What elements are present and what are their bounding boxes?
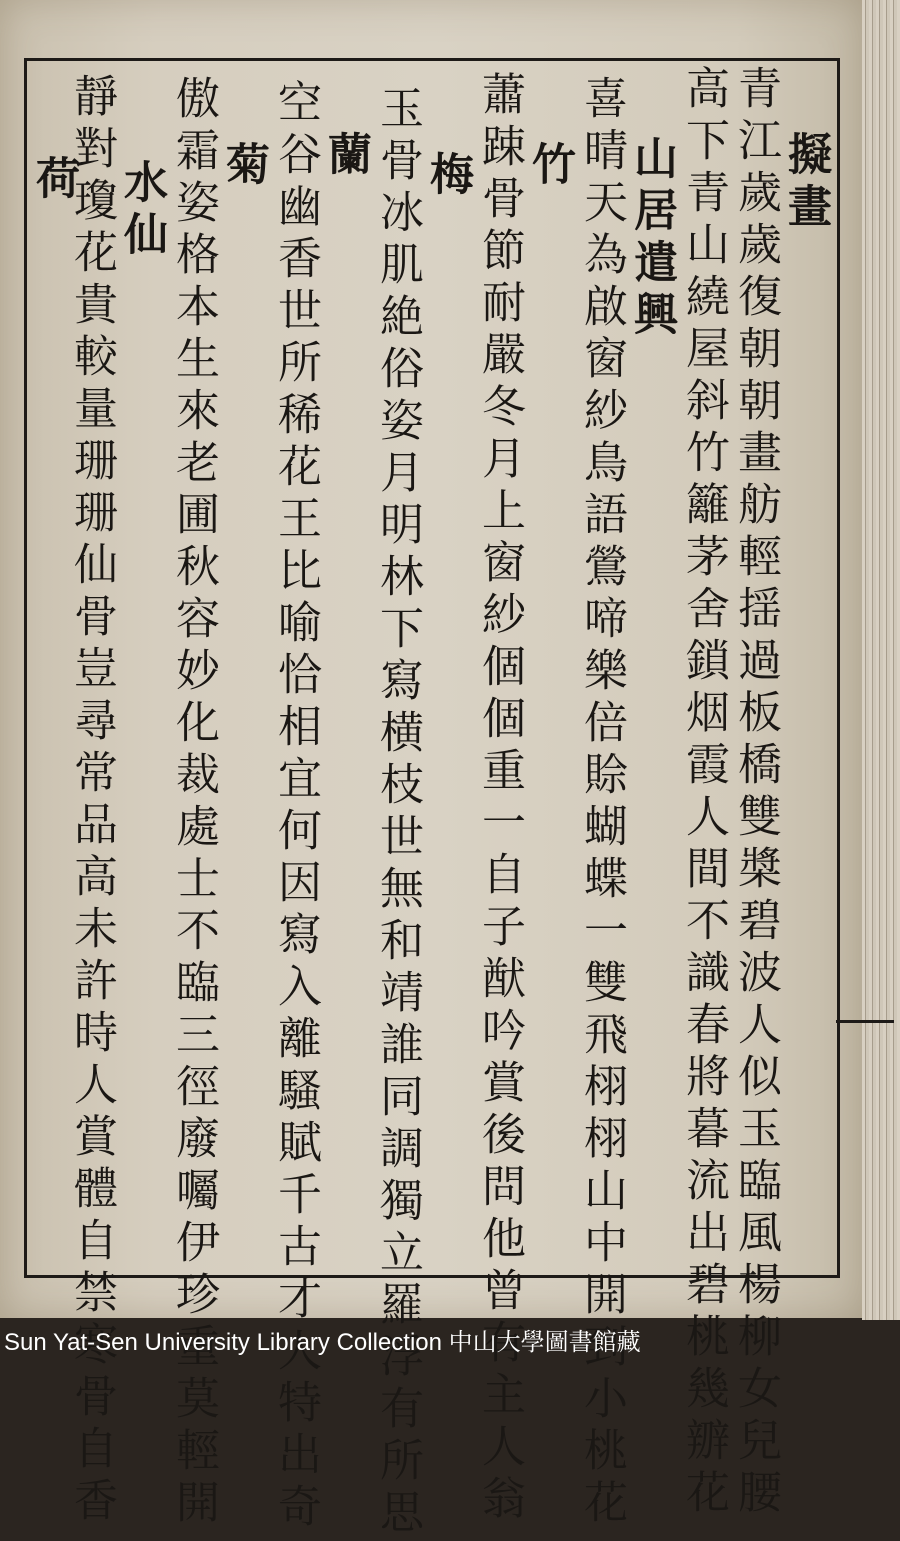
poem-line: 高下青山繞屋斜竹籬茅舍鎖烟霞人間不識春將暮流出碧桃幾辧花 xyxy=(678,65,729,1521)
poem-line: 傲霜姿格本生來老圃秋容妙化裁處士不臨三徑廢囑伊珍重莫輕開 xyxy=(168,75,219,1531)
poem-line: 玉骨冰肌絶俗姿月明林下寫横枝世無和靖誰同調獨立羅浮有所思 xyxy=(372,85,423,1541)
poem-heading: 竹 xyxy=(524,141,575,193)
poem-line: 喜晴天為啟窗紗鳥語鶯啼樂倍賒蝴蝶一雙飛栩栩山中開到小桃花 xyxy=(576,75,627,1531)
poem-heading: 水仙 xyxy=(116,159,167,263)
poem-title-main: 擬畫 xyxy=(780,131,831,235)
poem-heading: 山居遣興 xyxy=(626,135,677,343)
poem-heading: 蘭 xyxy=(320,131,371,183)
library-credit: Sun Yat-Sen University Library Collection 中山大學圖書館藏 xyxy=(4,1329,641,1356)
poem-line: 空谷幽香世所稀花王比喻恰相宜何因寫入離騷賦千古才人特出奇 xyxy=(270,79,321,1535)
poem-heading: 梅 xyxy=(422,151,473,203)
poem-line: 青江歲歲復朝朝畫舫輕揺過板橋雙槳碧波人似玉臨風楊柳女兒腰 xyxy=(730,65,781,1521)
poem-heading: 荷 xyxy=(28,155,79,207)
poem-heading: 菊 xyxy=(218,141,269,193)
poem-line: 蕭踈骨節耐嚴冬月上窗紗個個重一自子猷吟賞後問他曾有主人翁 xyxy=(474,71,525,1527)
poem-line: 靜對瓊花貴較量珊珊仙骨豈尋常品高未許時人賞體自禁寒骨自香 xyxy=(66,73,117,1529)
frame-tab xyxy=(836,1020,894,1023)
page-edges xyxy=(862,0,900,1320)
